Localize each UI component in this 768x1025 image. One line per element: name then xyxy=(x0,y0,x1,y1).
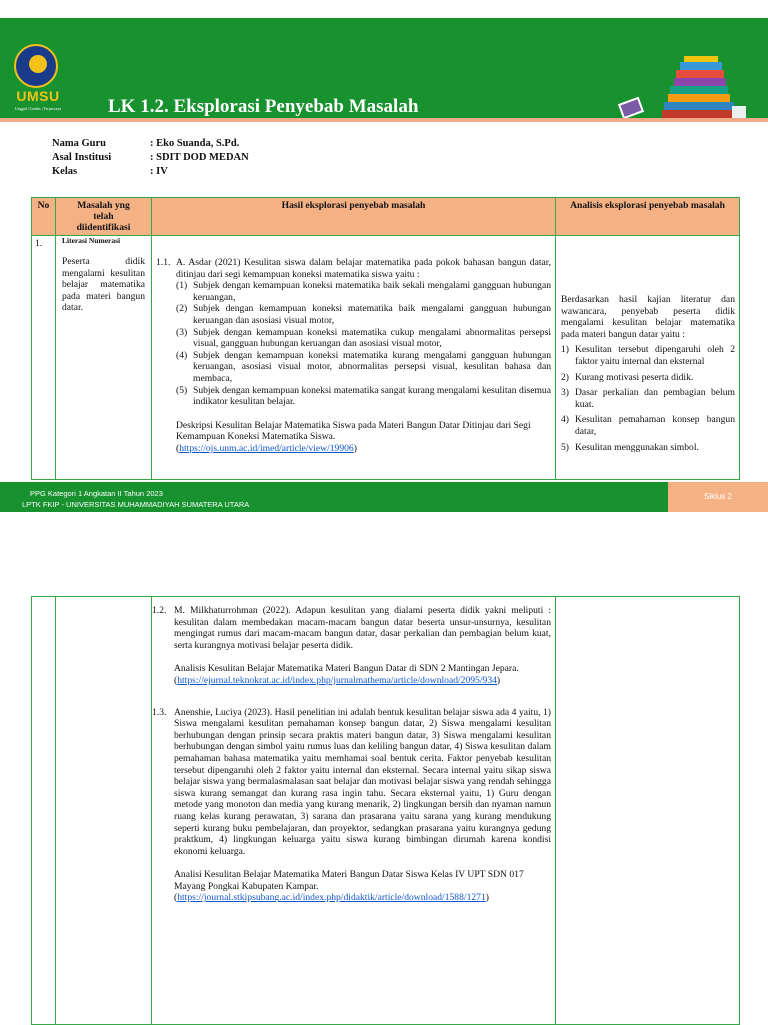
masalah-cell xyxy=(56,597,152,1025)
footer-line-1: PPG Kategori 1 Angkatan II Tahun 2023 xyxy=(30,489,163,498)
hasil-entry-1 xyxy=(156,257,551,280)
item-text: Subjek dengan kemampuan koneksi matematika baik sekali mengalami gangguan hubungan keruangan, xyxy=(193,280,551,303)
hasil-item xyxy=(176,280,551,303)
source-link[interactable]: https://ejurnal.teknokrat.ac.id/index.php/jurnalmathema/article/download/2095/934 xyxy=(177,674,497,686)
analisis-item xyxy=(561,387,735,410)
hasil-entry-3 xyxy=(152,707,551,858)
item-number: (2) xyxy=(176,303,188,315)
header-stripe xyxy=(0,118,768,122)
hasil-item xyxy=(176,385,551,408)
header-analisis: Analisis eksplorasi penyebab masalah xyxy=(556,198,740,236)
row-number xyxy=(32,236,56,480)
exploration-table xyxy=(31,197,740,480)
exploration-table-continued xyxy=(31,596,740,1025)
entry-number: 1.1. xyxy=(156,257,171,268)
source-link[interactable]: https://ojs.unm.ac.id/imed/article/view/19906 xyxy=(179,442,354,454)
header-no: No xyxy=(32,198,56,236)
info-value: : Eko Suanda, S.Pd. xyxy=(150,138,240,149)
source-link[interactable]: https://journal.stkipsubang.ac.id/index.php/didaktik/article/download/1588/1271 xyxy=(177,892,486,904)
info-label: Nama Guru xyxy=(52,138,106,149)
logo-emblem-icon xyxy=(14,44,58,88)
hasil-entry-2 xyxy=(152,605,551,651)
source-link-wrap: (https://ojs.unm.ac.id/imed/article/view/19906) xyxy=(176,442,357,454)
item-text: Subjek dengan kemampuan koneksi matematika baik mengalami gangguan hubungan keruangan dan asosiasi visual motor, xyxy=(193,303,551,326)
item-number: (4) xyxy=(176,349,188,361)
page-title: LK 1.2. Eksplorasi Penyebab Masalah xyxy=(108,96,419,117)
source-title: Deskripsi Kesulitan Belajar Matematika Siswa pada Materi Bangun Datar Ditinjau dari Segi Kemampuan Koneksi Matematika Siswa. xyxy=(176,419,531,443)
analisis-item xyxy=(561,414,735,437)
item-number: 1) xyxy=(561,344,569,356)
analisis-cell xyxy=(556,236,740,480)
item-text: Subjek dengan kemampuan koneksi matematika sangat kurang mengalami kesulitan disemua indikator kesulitan belajar. xyxy=(193,384,551,408)
info-value: : IV xyxy=(150,166,168,177)
item-number: (5) xyxy=(176,384,188,396)
entry-text: M. Milkhaturrohman (2022). Adapun kesulitan yang dialami peserta didik yakni meliputi : kesulitan dalam membedakan macam-macam bangun datar beserta unsur-unsurnya, kesulitan mengingat rumus dari macam-macam bangun datar, dasar perkalian dan pembagian belum kuat, serta kurangnya motivasi belajar peserta didik. xyxy=(174,605,551,651)
analisis-item xyxy=(561,372,735,384)
analisis-cell xyxy=(556,597,740,1025)
info-value: : SDIT DOD MEDAN xyxy=(150,152,249,163)
analisis-intro: Berdasarkan hasil kajian literatur dan wawancara, penyebab peserta didik mengalami kesulitan belajar matematika pada materi bangun datar yaitu : xyxy=(561,294,735,340)
header-masalah: Masalah yng telah diidentifikasi xyxy=(56,198,152,236)
item-text: Dasar perkalian dan pembagian belum kuat. xyxy=(575,387,735,410)
masalah-cell xyxy=(56,236,152,480)
item-number: 3) xyxy=(561,387,569,399)
umsu-logo xyxy=(10,44,62,122)
item-text: Subjek dengan kemampuan koneksi matematika cukup mengalami abnormalitas persepsi visual, gangguan hubungan keruangan dan asosiasi visual motor, xyxy=(193,326,551,350)
item-number: 5) xyxy=(561,441,569,453)
item-text: Kesulitan tersebut dipengaruhi oleh 2 faktor yaitu internal dan eksternal xyxy=(575,344,735,367)
row-number-text: 1. xyxy=(35,238,43,249)
item-text: Kesulitan pemahaman konsep bangun datar, xyxy=(575,414,735,437)
item-number: 2) xyxy=(561,371,569,383)
item-text: Subjek dengan kemampuan koneksi matematika kurang mengalami gangguan hubungan keruangan, asosiasi visual motor, abnormalitas persepsi visual, kesulitan bahasa dan membaca, xyxy=(193,349,551,384)
category-label: Literasi Numerasi xyxy=(62,236,121,245)
entry-number: 1.2. xyxy=(152,605,167,616)
info-label: Kelas xyxy=(52,166,78,177)
item-number: 4) xyxy=(561,414,569,426)
logo-subtitle: Unggul | Cerdas | Terpercaya xyxy=(14,106,62,111)
hasil-cell xyxy=(152,236,556,480)
entry-text: A. Asdar (2021) Kesulitan siswa dalam belajar matematika pada pokok bahasan bangun datar, ditinjau dari segi kemampuan koneksi matematika siswa yaitu : xyxy=(176,257,551,280)
logo-text: UMSU xyxy=(16,88,60,104)
masalah-text: Peserta didik mengalami kesulitan belajar matematika pada materi bangun datar. xyxy=(62,256,145,314)
info-label: Asal Institusi xyxy=(52,152,112,163)
footer-line-2: LPTK FKIP - UNIVERSITAS MUHAMMADIYAH SUMATERA UTARA xyxy=(22,500,250,509)
source-title: Analisi Kesulitan Belajar Matematika Materi Bangun Datar Siswa Kelas IV UPT SDN 017 Mayang Pongkai Kabupaten Kampar. xyxy=(174,869,524,892)
hasil-cell xyxy=(152,597,556,1025)
source-link-wrap: (https://journal.stkipsubang.ac.id/index.php/didaktik/article/download/1588/1271) xyxy=(174,892,489,904)
item-number: (1) xyxy=(176,280,188,292)
analisis-item xyxy=(561,344,735,367)
analisis-item xyxy=(561,442,735,454)
source-title: Analisis Kesulitan Belajar Matematika Materi Bangun Datar di SDN 2 Mantingan Jepara. xyxy=(174,663,519,675)
hasil-item xyxy=(176,327,551,350)
item-text: Kurang motivasi peserta didik. xyxy=(575,371,694,383)
item-number: (3) xyxy=(176,326,188,338)
books-illustration-icon xyxy=(614,56,752,120)
entry-number: 1.3. xyxy=(152,706,167,718)
header-hasil: Hasil eksplorasi penyebab masalah xyxy=(152,198,556,236)
hasil-item xyxy=(176,350,551,385)
page-header xyxy=(0,18,768,118)
source-link-wrap: (https://ejurnal.teknokrat.ac.id/index.php/jurnalmathema/article/download/2095/934) xyxy=(174,674,501,686)
row-number xyxy=(32,597,56,1025)
page-footer xyxy=(0,482,768,512)
item-text: Kesulitan menggunakan simbol. xyxy=(575,441,699,453)
hasil-item xyxy=(176,303,551,326)
siklus-badge: Siklus 2 xyxy=(668,482,768,512)
entry-text: Anenshie, Luciya (2023). Hasil penelitian ini adalah bentuk kesulitan belajar siswa ada 4 yaitu, 1) Siswa mengalami kesulitan pemahaman konsep bangun datar, 2) Siswa mengalami kesulitan berhubungan dengan prinsip secara praktis materi bangun datar, 3) Siswa mengalami kesulitan berhubungan dengan simbol yaitu rumus luas dan keliling bangun datar, 4) Siswa kesulitan dalam pemahaman bahasa matematika yaitu memhamai soal bentuk cerita. Faktor penyebab kesulitan tersebut dipengaruhi oleh 2 faktor yaitu internal dan eksternal. Secara internal yaitu sikap siswa belajar siswa yang bermalasmalasan saat belajar dan motivasi belajar siswa yang rendah sehingga siswa kurang semangat dan kurang rasa ingin tahu. Secara eksternal yaitu, 1) Guru dengan metode yang monoton dan media yang kurang menarik, 2) lingkungan bersih dan nyaman namun ruang kelas kurang perawatan, 3) sarana dan prasarana yaitu sarana yang kurang mendukung seperti kurang buku pembelajaran, dan proyektor, sedangkan prasarana yaitu kurangnya gedung praktkum, 4) lingkungan keluarga yaitu siswa kurang bimbingan dirumah karena kondisi ekonomi keluarga. xyxy=(174,706,551,857)
